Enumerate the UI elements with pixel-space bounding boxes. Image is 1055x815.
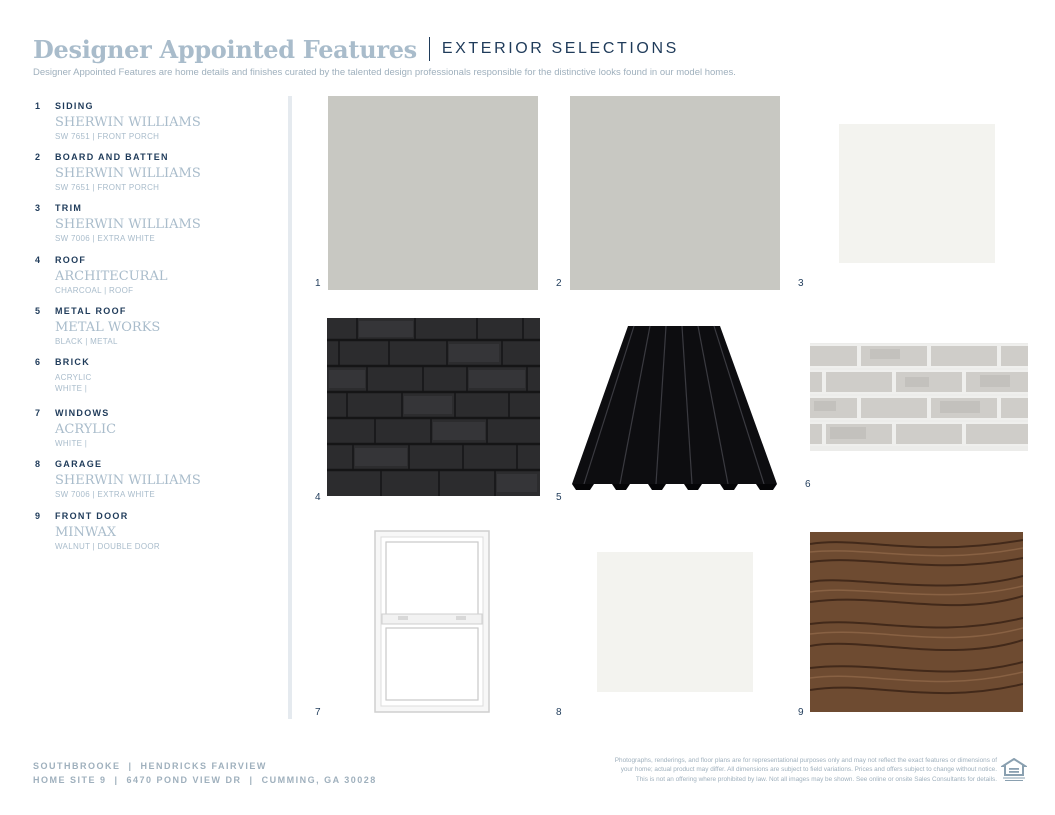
selection-detail: SW 7006 | EXTRA WHITE	[55, 234, 155, 244]
swatch-window-image	[374, 530, 490, 713]
title-divider	[429, 37, 430, 61]
selection-category: BRICK	[55, 356, 90, 367]
selection-number: 6	[35, 356, 41, 367]
selection-number: 2	[35, 152, 41, 163]
selection-brand: ACRYLIC	[55, 422, 117, 438]
selection-item-metal-roof	[35, 305, 280, 356]
selection-brand: METAL WORKS	[55, 319, 161, 335]
selection-number: 9	[35, 510, 41, 521]
selection-detail: SW 7006 | EXTRA WHITE	[55, 490, 155, 500]
page-header	[33, 34, 1023, 78]
swatch-number: 3	[798, 278, 804, 289]
community-address	[33, 759, 377, 787]
selection-item-brick	[35, 356, 280, 407]
swatch-number: 8	[556, 707, 562, 718]
selection-detail: SW 7651 | FRONT PORCH	[55, 183, 160, 193]
selection-brand: SHERWIN WILLIAMS	[55, 217, 201, 233]
selection-item-siding	[35, 100, 280, 151]
swatch-wood-stain-image	[810, 532, 1023, 712]
selection-number: 3	[35, 203, 41, 214]
swatch-metal-roof-image	[570, 324, 778, 490]
selection-item-trim	[35, 202, 280, 253]
home-site-address: HOME SITE 9 | 6470 POND VIEW DR | CUMMING, GA 30028	[33, 775, 377, 785]
disclaimer-line: your home; actual product may differ. All dimensions are subject to field variations. Prices and offers subject to change without notice.	[620, 766, 997, 774]
selection-category: TRIM	[55, 203, 83, 214]
selection-category: METAL ROOF	[55, 305, 127, 316]
selection-item-roof	[35, 254, 280, 305]
selection-number: 4	[35, 254, 41, 265]
selection-list	[35, 100, 280, 561]
swatch-number: 1	[315, 278, 321, 289]
selection-detail: BLACK | METAL	[55, 336, 118, 346]
selection-brand: ARCHITECURAL	[55, 268, 168, 284]
selection-number: 7	[35, 408, 41, 419]
disclaimer-line: This is not an offering where prohibited by law. Not all images may be shown. See online or onsite Sales Consultants for details.	[635, 775, 997, 783]
swatch-trim-paint	[839, 124, 995, 263]
page-tagline: Designer Appointed Features are home details and finishes curated by the talented design professionals responsible for the distinctive looks found in our model homes.	[33, 67, 736, 78]
selection-brand: SHERWIN WILLIAMS	[55, 473, 201, 489]
selection-item-windows	[35, 407, 280, 458]
selection-item-front-door	[35, 510, 280, 561]
selection-detail: SW 7651 | FRONT PORCH	[55, 132, 160, 141]
swatch-garage-paint	[597, 552, 753, 692]
disclaimer	[517, 756, 997, 784]
swatch-number: 4	[315, 492, 321, 503]
selection-detail: WHITE |	[55, 439, 88, 449]
selection-brand: MINWAX	[55, 524, 117, 540]
selection-category: SIDING	[55, 101, 94, 111]
swatch-number: 2	[556, 278, 562, 289]
selection-brand: SHERWIN WILLIAMS	[55, 166, 201, 182]
swatch-board-batten-paint	[570, 96, 780, 290]
title-row	[33, 34, 1023, 64]
selection-category: GARAGE	[55, 459, 103, 470]
page-subtitle: EXTERIOR SELECTIONS	[441, 40, 679, 57]
selection-category: ROOF	[55, 254, 87, 265]
disclaimer-line: Photographs, renderings, and floor plans are for representational purposes only and may not reflect the exact features or dimensions of	[614, 757, 997, 764]
selection-category: WINDOWS	[55, 408, 110, 419]
swatch-number: 6	[805, 479, 811, 490]
community-name: SOUTHBROOKE | HENDRICKS FAIRVIEW	[33, 761, 267, 771]
swatch-number: 7	[315, 707, 321, 718]
selection-number: 5	[35, 305, 41, 316]
selection-brand: SHERWIN WILLIAMS	[55, 115, 201, 130]
selection-category: FRONT DOOR	[55, 510, 129, 521]
selection-item-board-and-batten	[35, 151, 280, 202]
selection-number: 8	[35, 459, 41, 470]
selection-brand: ACRYLIC	[55, 372, 92, 382]
swatch-roof-shingles-image	[327, 318, 540, 496]
selection-item-garage	[35, 458, 280, 509]
page-title: Designer Appointed Features	[33, 34, 417, 64]
swatch-number: 9	[798, 707, 804, 718]
selection-detail: WHITE |	[55, 383, 88, 393]
selection-detail: WALNUT | DOUBLE DOOR	[55, 541, 160, 551]
swatch-brick-image	[810, 343, 1028, 451]
selection-detail: CHARCOAL | ROOF	[55, 285, 134, 295]
selection-number: 1	[35, 101, 41, 111]
swatch-siding-paint	[328, 96, 538, 290]
equal-housing-opportunity-icon	[1001, 758, 1027, 782]
column-divider	[288, 96, 292, 719]
swatch-number: 5	[556, 492, 562, 503]
selection-category: BOARD AND BATTEN	[55, 152, 169, 163]
